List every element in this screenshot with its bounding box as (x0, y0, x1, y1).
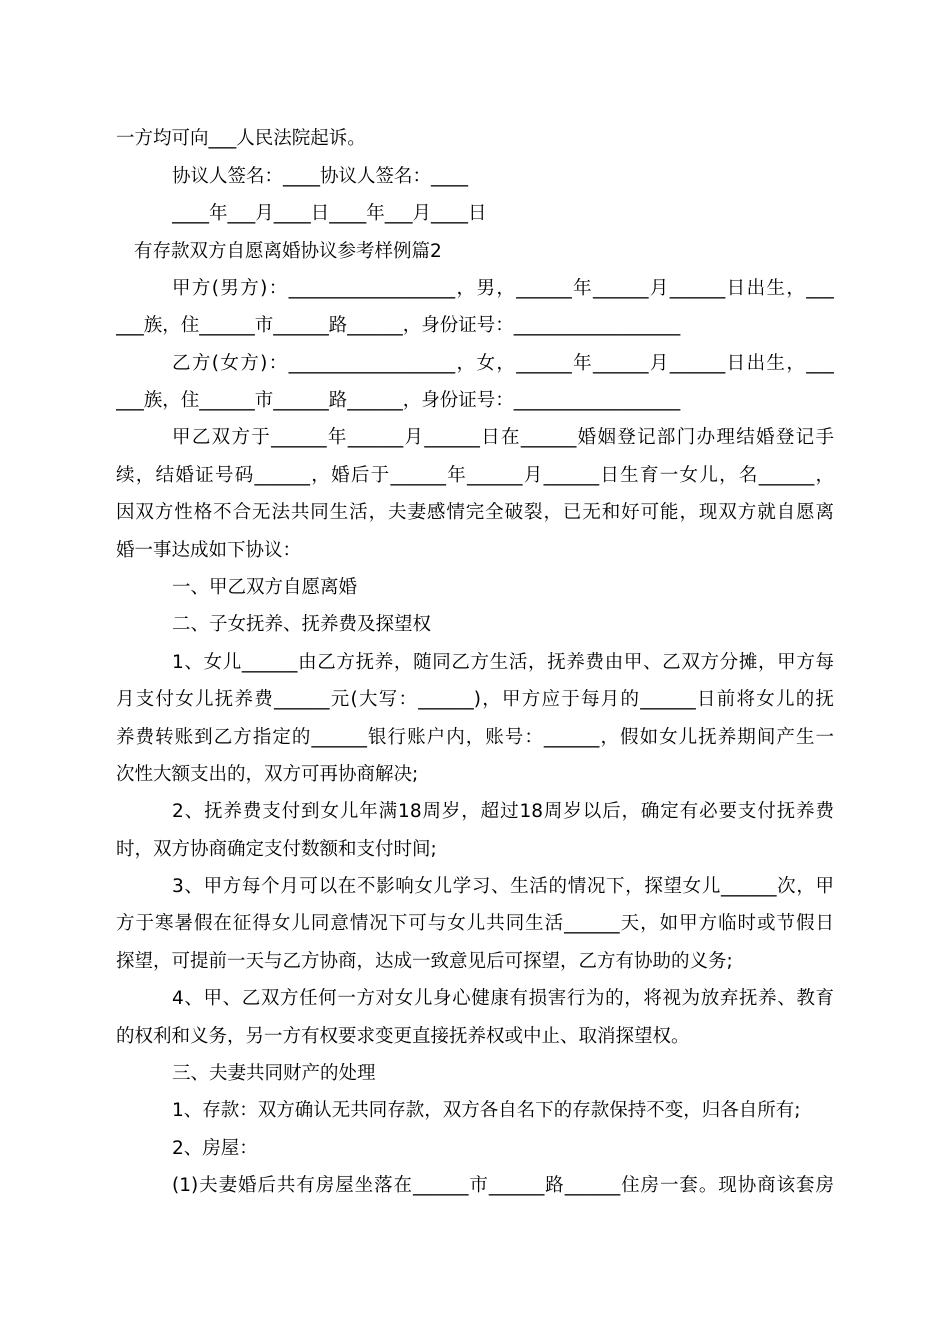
paragraph-line: 因双方性格不合无法共同生活，夫妻感情完全破裂，已无和好可能，现双方就自愿离 (116, 502, 834, 523)
party-b-line-cont: ___族，住______市______路______，身份证号：__________________ (116, 390, 681, 411)
clause-heading: 一、甲乙双方自愿离婚 (172, 577, 358, 598)
paragraph-line: 探望，可提前一天与乙方协商，达成一致意见后可探望，乙方有协助的义务; (116, 951, 733, 972)
party-b-line: 乙方(女方)：__________________，女，______年______月______日出生，___ (172, 353, 834, 374)
paragraph-line: 月支付女儿抚养费______元(大写：______)，甲方应于每月的______日前将女儿的抚 (116, 689, 834, 710)
paragraph-line: 婚一事达成如下协议： (116, 540, 302, 561)
paragraph-line: 甲乙双方于______年______月______日在______婚姻登记部门办理结婚登记手 (172, 427, 834, 448)
paragraph-line: 1、女儿______由乙方抚养，随同乙方生活，抚养费由甲、乙双方分摊，甲方每 (172, 652, 834, 673)
paragraph-line: 4、甲、乙双方任何一方对女儿身心健康有损害行为的，将视为放弃抚养、教育 (172, 988, 834, 1009)
paragraph-line: 续，结婚证号码______，婚后于______年______月______日生育一女儿，名______， (116, 465, 834, 486)
paragraph-line: 方于寒暑假在征得女儿同意情况下可与女儿共同生活______天，如甲方临时或节假日 (116, 913, 834, 934)
date-line: ____年___月____日____年___月____日 (172, 203, 487, 224)
paragraph-line: 次性大额支出的，双方可再协商解决; (116, 764, 419, 785)
party-a-line: 甲方(男方)：__________________，男，______年______月______日出生，___ (172, 278, 834, 299)
clause-heading: 三、夫妻共同财产的处理 (172, 1063, 376, 1084)
paragraph-line: 1、存款：双方确认无共同存款，双方各自名下的存款保持不变，归各自所有; (172, 1100, 801, 1121)
paragraph-line: 2、抚养费支付到女儿年满18周岁，超过18周岁以后，确定有必要支付抚养费 (172, 801, 834, 822)
paragraph-line: 2、房屋： (172, 1138, 258, 1159)
paragraph-line: (1)夫妻婚后共有房屋坐落在______市______路______住房一套。现协商该套房 (172, 1175, 834, 1196)
party-a-line-cont: ___族，住______市______路______，身份证号：__________________ (116, 315, 681, 336)
clause-heading: 二、子女抚养、抚养费及探望权 (172, 614, 432, 635)
paragraph-line: 时，双方协商确定支付数额和支付时间; (116, 839, 437, 860)
text-line: 一方均可向___人民法院起诉。 (116, 128, 366, 149)
paragraph-line: 养费转账到乙方指定的______银行账户内，账号：______，假如女儿抚养期间产生一 (116, 727, 834, 748)
signature-line: 协议人签名：____协议人签名：____ (172, 166, 469, 187)
paragraph-line: 的权利和义务，另一方有权要求变更直接抚养权或中止、取消探望权。 (116, 1026, 690, 1047)
section-title: 有存款双方自愿离婚协议参考样例篇2 (134, 241, 442, 262)
paragraph-line: 3、甲方每个月可以在不影响女儿学习、生活的情况下，探望女儿______次，甲 (172, 876, 834, 897)
